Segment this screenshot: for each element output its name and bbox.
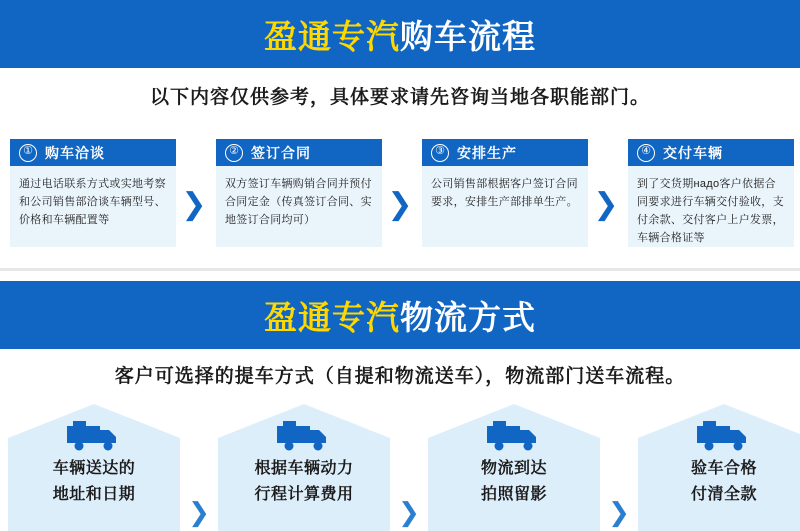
step-title-2: 签订合同 [251,144,311,161]
process-step-header-2 [216,139,382,166]
logistics-card-line-2: 付清全款 [690,486,757,503]
step-body-3: 公司销售部根据客户签订合同要求，安排生产部排单生产。 [431,178,578,208]
logistics-card-line-2: 行程计算费用 [254,486,354,503]
chevron-right-icon: ❯ [181,187,207,222]
logistics-card-line-2: 地址和日期 [52,486,136,503]
logistics-card-line-1: 物流到达 [480,460,547,477]
logistics-card-text-2 [218,456,390,508]
process-step-card-1 [10,139,176,247]
logistics-card-2 [218,404,390,531]
process-step-card-4 [628,139,794,247]
section-2-title-plain: 物流方式 [400,298,536,336]
logistics-card-text-4 [638,456,800,508]
logistics-card-line-1: 车辆送达的 [52,460,136,477]
step-body-2: 双方签订车辆购销合同并预付合同定金（传真签订合同、实地签订合同均可） [225,178,372,226]
step-title-1: 购车洽谈 [45,144,105,161]
process-step-card-2 [216,139,382,247]
process-step-card-3 [422,139,588,247]
truck-icon [277,418,331,452]
section-1-title-plain: 购车流程 [400,17,536,55]
chevron-right-icon: ❯ [387,187,413,222]
logistics-card-line-1: 验车合格 [690,460,757,477]
section-1-title-bar [0,0,800,68]
logistics-card-3 [428,404,600,531]
chevron-right-icon: ❯ [608,498,630,528]
truck-icon [697,418,751,452]
logistics-card-1 [8,404,180,531]
section-divider [0,268,800,271]
logistics-card-text-3 [428,456,600,508]
truck-icon [67,418,121,452]
step-body-4: 到了交货期надо客户依据合同要求进行车辆交付验收，支付余款、交付客户上户发票，车辆合格证等 [637,178,784,244]
chevron-right-icon: ❯ [188,498,210,528]
section-2-subtitle: 客户可选择的提车方式（自提和物流送车），物流部门送车流程。 [114,366,686,387]
truck-icon [487,418,541,452]
process-step-header-1 [10,139,176,166]
section-1-title [264,11,536,58]
section-2-title-accent: 盈通专汽 [264,298,400,336]
logistics-card-line-2: 拍照留影 [480,486,547,503]
section-1-subtitle: 以下内容仅供参考，具体要求请先咨询当地各职能部门。 [149,87,650,108]
chevron-right-icon: ❯ [593,187,619,222]
section-2-title-bar [0,281,800,349]
step-number-badge-3: ③ [431,144,449,162]
section-2-title [264,292,536,339]
step-body-1: 通过电话联系方式或实地考察和公司销售部洽谈车辆型号、价格和车辆配置等 [19,178,166,226]
step-title-3: 安排生产 [457,144,517,161]
process-step-header-3 [422,139,588,166]
step-number-badge-2: ② [225,144,243,162]
chevron-right-icon: ❯ [398,498,420,528]
step-number-badge-4: ④ [637,144,655,162]
logistics-card-4 [638,404,800,531]
logistics-card-text-1 [8,456,180,508]
section-1-title-accent: 盈通专汽 [264,17,400,55]
step-title-4: 交付车辆 [663,144,723,161]
process-step-header-4 [628,139,794,166]
logistics-card-line-1: 根据车辆动力 [254,460,354,477]
step-number-badge-1: ① [19,144,37,162]
